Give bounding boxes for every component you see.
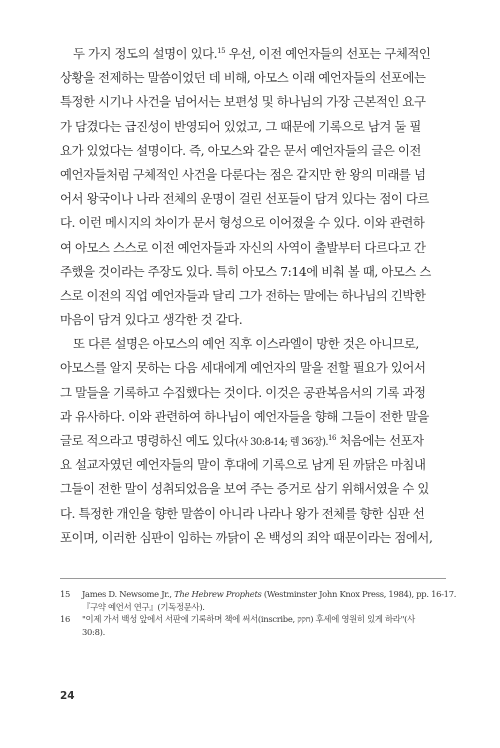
footnote [60,588,457,601]
footnote-number: 15 [60,589,71,599]
book-title: The Hebrew Prophets [174,589,262,599]
footnote-text: (Westminster John Knox Press, 1984), pp. 16-17. [261,589,457,599]
text-line: 요 설교자였던 예언자들의 말이 후대에 기록으로 남게 된 까닭은 마침내 [60,457,426,473]
text-line: 그들이 전한 말이 성취되었음을 보여 주는 증거로 삼기 위해서였을 수 있 [60,481,429,497]
footnote-number: 16 [60,614,71,625]
text-line: 예언자들처럼 구체적인 사건을 다룬다는 점은 같지만 한 왕의 미래를 넘 [60,166,426,182]
text-line: 아모스를 알지 못하는 다음 세대에게 예언자의 말을 전할 필요가 있어서 [60,360,426,376]
footnote-text: James D. Newsome Jr., [82,589,175,599]
text-segment: 처음에는 선포자 [336,433,424,448]
text-line: 마음이 담겨 있다고 생각한 것 같다. [60,312,243,328]
text-line [60,42,446,66]
text-line: 어서 왕국이나 나라 전체의 운명이 걸린 선포들이 담겨 있다는 점이 다르 [60,191,429,207]
footnote-marker[interactable]: 16 [328,433,337,442]
page-number: 24 [60,690,75,702]
text-segment: 우선, 이전 예언자들의 선포는 구체적인 [225,46,431,61]
text-line: 그 말들을 기록하고 수집했다는 것이다. 이것은 공관복음서의 기록 과정 [60,384,426,400]
text-line: 요가 있었다는 설명이다. 즉, 아모스와 같은 문서 예언자들의 글은 이전 [60,142,421,158]
text-line: 여 아모스 스스로 이전 예언자들과 자신의 사역이 출발부터 다르다고 간 [60,239,426,255]
text-segment: 두 가지 정도의 설명이 있다. [73,46,218,61]
text-line: 특정한 시기나 사건을 넘어서는 보편성 및 하나님의 가장 근본적인 요구 [60,94,426,110]
text-line: 과 유사하다. 이와 관련하여 하나님이 예언자들을 향해 그들이 전한 말을 [60,408,429,424]
text-line: 다. 특정한 개인을 향한 말씀이 아니라 나라나 왕가 전체를 향한 심판 선 [60,505,425,521]
footnote-divider [60,578,446,579]
footnotes [60,588,457,638]
text-line: 상황을 전제하는 말씀이었던 데 비해, 아모스 이래 예언자들의 선포에는 [60,70,426,86]
footnote [60,613,446,626]
scripture-reference: (사 30:8-14; 렘 36장). [235,437,328,448]
footnote-text: "이제 가서 백성 앞에서 서판에 기록하며 책에 써서(inscribe, חקק) 후세에 영원히 있게 하라"(사 [82,614,415,625]
text-line: 가 담겼다는 급진성이 반영되어 있었고, 그 때문에 기록으로 남겨 둘 필 [60,118,421,134]
body-text [60,42,446,550]
text-line: 포이며, 이러한 심판이 임하는 까닭이 온 백성의 죄악 때문이라는 점에서, [60,529,433,545]
footnote-continuation: 『구약 예언서 연구』(기독정문사). [82,601,205,612]
text-line: 주했을 것이라는 주장도 있다. 특히 아모스 7:14에 비춰 볼 때, 아모스 스 [60,263,431,279]
text-line: 다. 이런 메시지의 차이가 문서 형성으로 이어졌을 수 있다. 이와 관련하 [60,215,425,231]
text-line: 스로 이전의 직업 예언자들과 달리 그가 전하는 말에는 하나님의 긴박한 [60,287,426,303]
footnote-continuation: 30:8). [82,626,105,637]
text-line [60,429,446,453]
footnote-marker[interactable]: 15 [217,46,226,55]
text-line: 또 다른 설명은 아모스의 예언 직후 이스라엘이 망한 것은 아니므로, [73,336,419,352]
text-segment: 글로 적으라고 명령하신 예도 있다 [60,433,236,448]
